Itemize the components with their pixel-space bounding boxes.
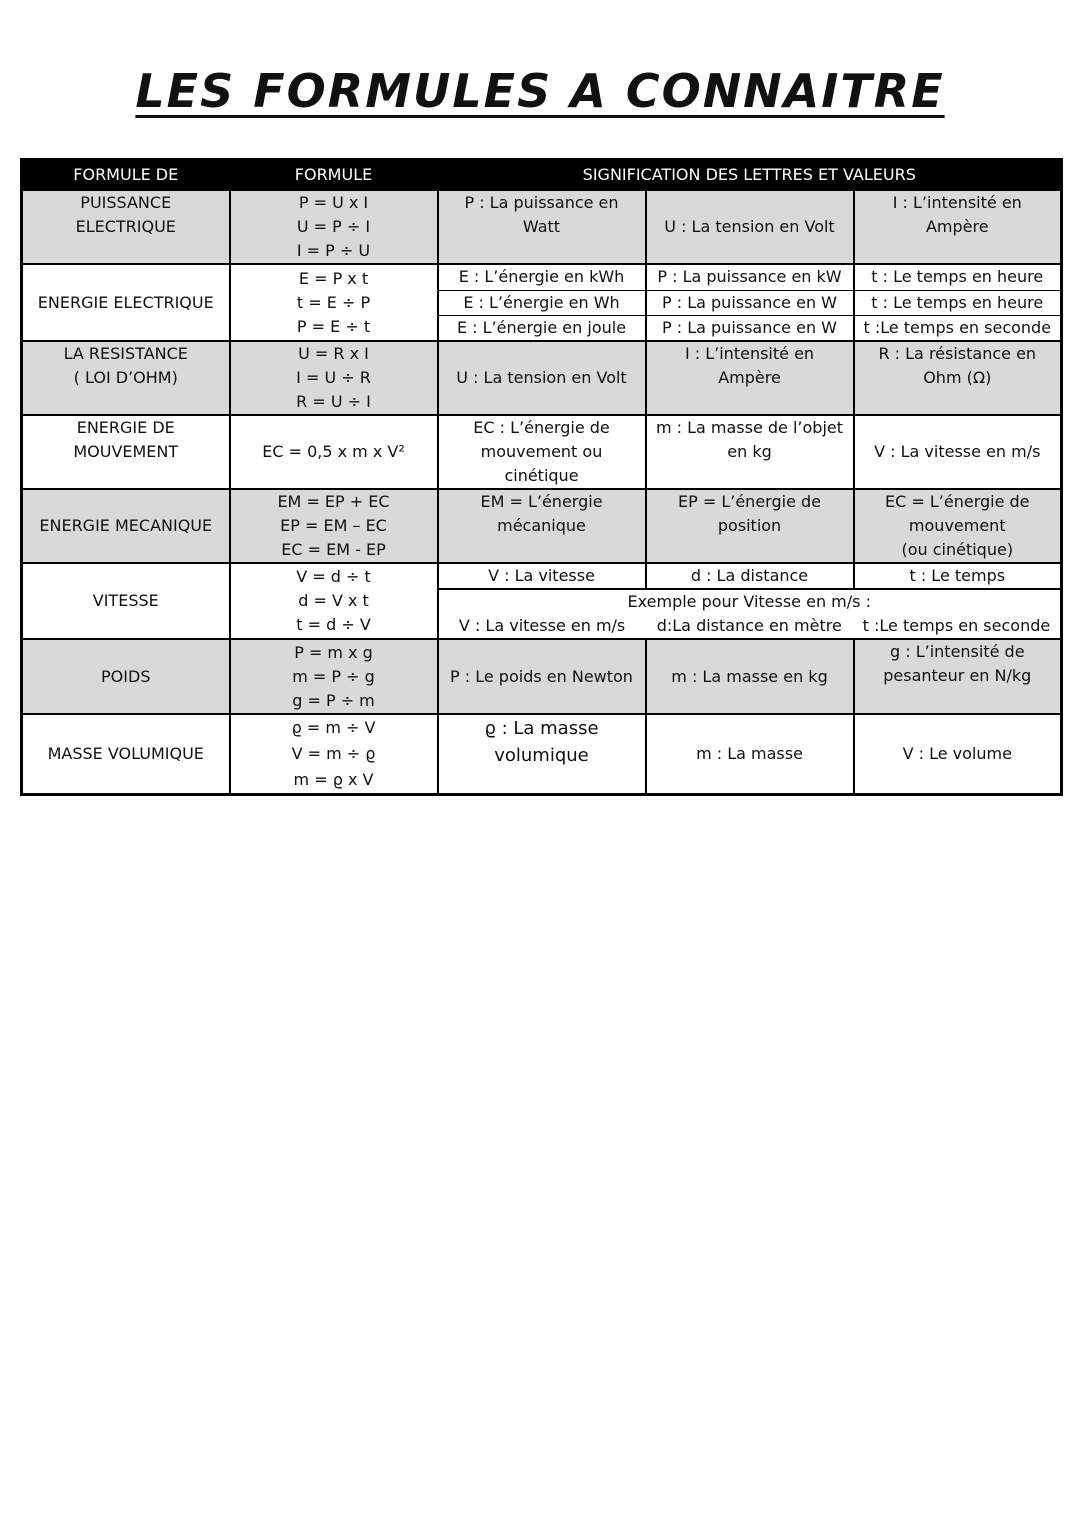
- table-row: [22, 264, 1062, 290]
- meaning-cell: R : La résistance en Ohm (Ω): [854, 341, 1062, 415]
- header-formula-of: FORMULE DE: [22, 160, 230, 191]
- example-title: Exemple pour Vitesse en m/s :: [627, 592, 871, 611]
- row-name: VITESSE: [22, 563, 230, 639]
- meaning-cell: I : L’intensité en Ampère: [854, 190, 1062, 264]
- meaning-cell: E : L’énergie en kWh: [438, 264, 646, 290]
- formula-line: t = E ÷ P: [296, 292, 371, 312]
- formula-line: P = E ÷ t: [296, 316, 371, 336]
- row-formulas: ϱ = m ÷ V V = m ÷ ϱ m = ϱ x V: [230, 714, 438, 795]
- meaning-cell: g : L’intensité de pesanteur en N/kg: [854, 639, 1062, 714]
- table-row: [22, 190, 1062, 264]
- row-formulas: V = d ÷ t d = V x t t = d ÷ V: [230, 563, 438, 639]
- row-name: ENERGIE MECANIQUE: [22, 489, 230, 563]
- row-formulas: U = R x I I = U ÷ R R = U ÷ I: [230, 341, 438, 415]
- row-formulas: EM = EP + EC EP = EM – EC EC = EM - EP: [230, 489, 438, 563]
- header-formula: FORMULE: [230, 160, 438, 191]
- table-row: [22, 489, 1062, 563]
- meaning-cell: ϱ : La masse volumique: [438, 714, 646, 795]
- example-distance: d:La distance en mètre: [656, 616, 842, 635]
- meaning-cell: U : La tension en Volt: [646, 190, 854, 264]
- row-name: PUISSANCE ELECTRIQUE: [22, 190, 230, 264]
- meaning-cell: P : La puissance en Watt: [438, 190, 646, 264]
- row-name: ENERGIE ELECTRIQUE: [22, 264, 230, 341]
- row-name: ENERGIE DE MOUVEMENT: [22, 415, 230, 489]
- meaning-cell: EM = L’énergie mécanique: [438, 489, 646, 563]
- meaning-cell: V : La vitesse en m/s: [854, 415, 1062, 489]
- meaning-cell: EC = L’énergie de mouvement (ou cinétique): [854, 489, 1062, 563]
- meaning-cell: I : L’intensité en Ampère: [646, 341, 854, 415]
- row-name: POIDS: [22, 639, 230, 714]
- table-row: [22, 563, 1062, 589]
- example-line: [439, 614, 1061, 638]
- meaning-cell: t :Le temps en seconde: [854, 315, 1062, 341]
- row-formulas: [230, 264, 438, 341]
- meaning-cell: m : La masse: [646, 714, 854, 795]
- meaning-cell: t : Le temps en heure: [854, 264, 1062, 290]
- meaning-cell: V : La vitesse: [438, 563, 646, 589]
- meaning-cell: EC : L’énergie de mouvement ou cinétique: [438, 415, 646, 489]
- meaning-cell: t : Le temps en heure: [854, 290, 1062, 315]
- meaning-cell: m : La masse de l’objet en kg: [646, 415, 854, 489]
- row-formulas: P = m x g m = P ÷ g g = P ÷ m: [230, 639, 438, 714]
- meaning-cell: EP = L’énergie de position: [646, 489, 854, 563]
- meaning-cell: E : L’énergie en joule: [438, 315, 646, 341]
- page-title: LES FORMULES A CONNAITRE: [135, 64, 945, 118]
- meaning-cell: V : Le volume: [854, 714, 1062, 795]
- header-meaning: SIGNIFICATION DES LETTRES ET VALEURS: [438, 160, 1062, 191]
- table-row: [22, 639, 1062, 714]
- example-time: t :Le temps en seconde: [862, 616, 1051, 635]
- row-formulas: P = U x I U = P ÷ I I = P ÷ U: [230, 190, 438, 264]
- meaning-cell: P : La puissance en W: [646, 315, 854, 341]
- row-name: MASSE VOLUMIQUE: [22, 714, 230, 795]
- meaning-cell: P : La puissance en W: [646, 290, 854, 315]
- table-row: [22, 714, 1062, 795]
- meaning-cell: U : La tension en Volt: [438, 341, 646, 415]
- meaning-cell: E : L’énergie en Wh: [438, 290, 646, 315]
- row-formulas: EC = 0,5 x m x V²: [230, 415, 438, 489]
- meaning-cell: m : La masse en kg: [646, 639, 854, 714]
- table-row: [22, 415, 1062, 489]
- formulas-table: [20, 158, 1063, 796]
- formula-line: E = P x t: [298, 268, 369, 288]
- meaning-cell: t : Le temps: [854, 563, 1062, 589]
- row-name: LA RESISTANCE ( LOI D’OHM): [22, 341, 230, 415]
- example-speed: V : La vitesse en m/s: [458, 616, 626, 635]
- meaning-cell: P : La puissance en kW: [646, 264, 854, 290]
- table-header: [22, 160, 1062, 191]
- meaning-cell: d : La distance: [646, 563, 854, 589]
- meaning-cell: P : Le poids en Newton: [438, 639, 646, 714]
- speed-example: [438, 589, 1062, 639]
- table-row: [22, 341, 1062, 415]
